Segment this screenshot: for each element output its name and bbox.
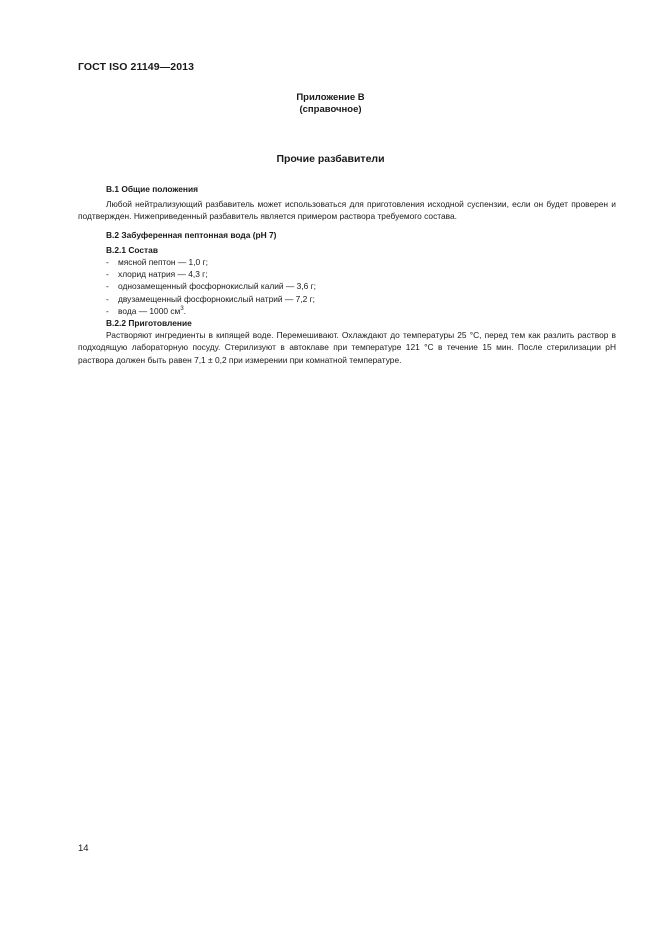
list-item [106,280,616,292]
superscript: 3 [180,305,184,312]
list-item-text: вода — 1000 см [118,305,181,316]
document-body [78,183,616,366]
list-item-text: однозамещенный фосфорнокислый калий — 3,6 г; [118,281,316,292]
page-number: 14 [78,843,89,854]
list-dash: - [106,257,109,268]
list-item-water [106,305,616,317]
composition-heading: В.2.1 Состав [106,244,158,255]
list-item [106,268,616,280]
section-title: Прочие разбавители [276,153,385,165]
section-b1-heading: В.1 Общие положения [106,184,199,194]
list-item-text: хлорид натрия — 4,3 г; [118,269,208,280]
list-item-text: мясной пептон — 1,0 г; [118,257,208,268]
preparation-heading: В.2.2 Приготовление [106,318,192,329]
appendix-title: Приложение В [296,92,365,103]
list-item-tail: . [183,305,186,316]
section-b1-paragraph: Любой нейтрализующий разбавитель может использоваться для приготовления исходной суспензии, если он будет проверен и подтвержден. Нижеприведенный разбавитель является примером раствора требуемого состава. [78,199,616,222]
preparation-paragraph: Растворяют ингредиенты в кипящей воде. Перемешивают. Охлаждают до температуры 25 °С, перед тем как разлить раствор в подходящую лабораторную посуду. Стерилизуют в автоклаве при температуре 121 °С в течение 15 мин. После стерилизации рН раствора должен быть равен 7,1 ± 0,2 при измерении при комнатной температуре. [78,330,616,365]
appendix-heading [0,92,661,116]
list-item [106,293,616,305]
list-dash: - [106,269,109,280]
list-dash: - [106,305,109,316]
list-dash: - [106,293,109,304]
list-item-text: двузамещенный фосфорнокислый натрий — 7,2 г; [118,293,315,304]
composition-list [78,256,616,317]
list-dash: - [106,281,109,292]
section-b2-heading: В.2 Забуференная пептонная вода (рН 7) [106,229,277,240]
document-id-header: ГОСТ ISO 21149—2013 [78,61,195,73]
list-item [106,256,616,268]
appendix-subtitle: (справочное) [299,104,362,115]
